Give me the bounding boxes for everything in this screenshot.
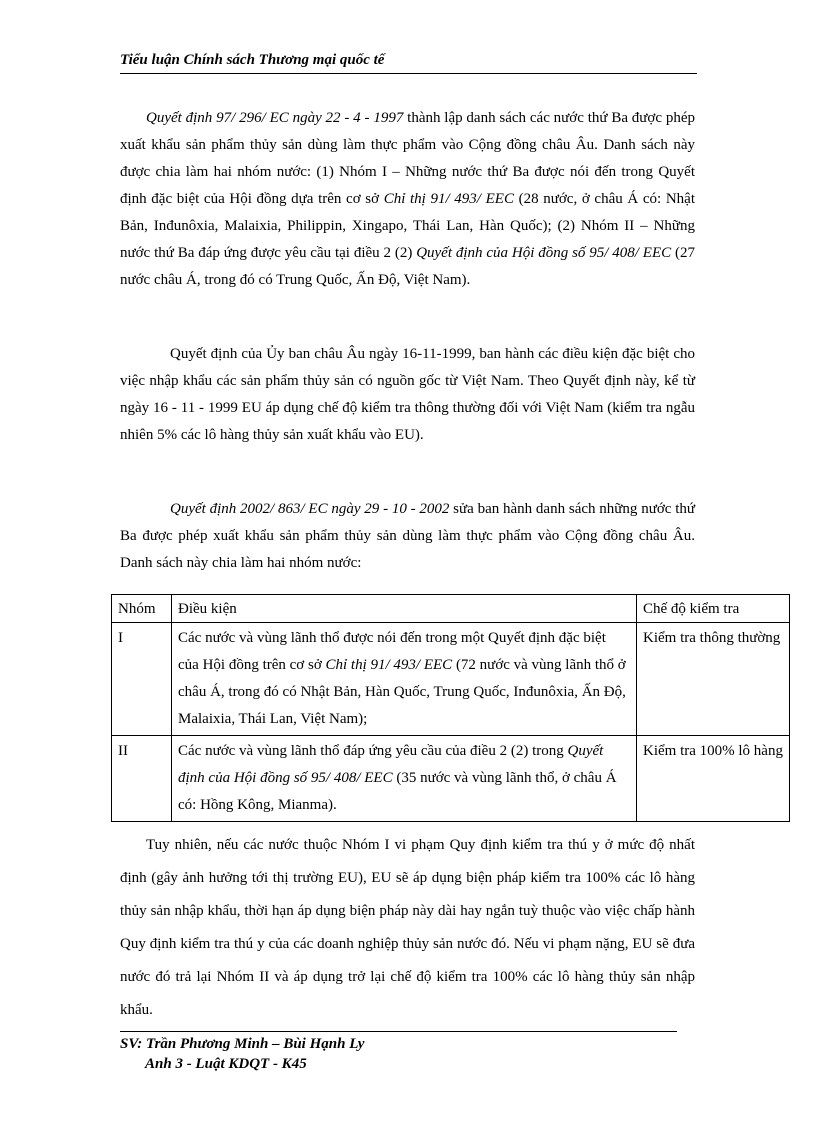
- header-condition: Điều kiện: [172, 595, 637, 623]
- header-group: Nhóm: [112, 595, 172, 623]
- directive-91-493-ref: Chỉ thị 91/ 493/ EEC: [383, 191, 514, 207]
- paragraph-1-text-c: (27 nước châu Á, trong đó có Trung Quốc, Ấn Độ, Việt Nam).: [120, 245, 695, 288]
- table-row: [112, 623, 790, 736]
- condition-cell: [172, 623, 637, 736]
- condition-ref: Chỉ thị 91/ 493/ EEC: [325, 657, 453, 673]
- decision-2002-863-ref: Quyết định 2002/ 863/ EC ngày 29 - 10 - 2002: [170, 501, 450, 517]
- group-cell: I: [112, 623, 172, 736]
- inspection-mode-cell: Kiểm tra 100% lô hàng: [637, 736, 790, 822]
- paragraph-3-text: sửa ban hành danh sách những nước thứ Ba được phép xuất khẩu sản phẩm thủy sản dùng làm thực phẩm vào Cộng đồng châu Âu. Danh sách này chia làm hai nhóm nước:: [120, 501, 695, 571]
- header-title: Tiểu luận Chính sách Thương mại quốc tế: [120, 52, 385, 68]
- paragraph-1-text-a: thành lập danh sách các nước thứ Ba được phép xuất khẩu sản phẩm thủy sản dùng làm thực phẩm vào Cộng đồng châu Âu. Danh sách này được chia làm hai nhóm nước: (1) Nhóm I – Những nước thứ Ba được nói đến trong Quyết định đặc biệt của Hội đồng dựa trên cơ sở: [120, 110, 695, 207]
- council-decision-95-408-ref: Quyết định của Hội đồng số 95/ 408/ EEC: [416, 245, 672, 261]
- condition-text-b: (35 nước và vùng lãnh thổ, ở châu Á có: Hồng Kông, Mianma).: [178, 770, 617, 813]
- country-groups-table: [111, 594, 790, 822]
- paragraph-1: [120, 105, 695, 294]
- table-row: [112, 736, 790, 822]
- paragraph-2: [120, 341, 695, 449]
- paragraph-4: [120, 829, 695, 1027]
- footer-authors: SV: Trần Phương Minh – Bùi Hạnh Ly: [120, 1036, 365, 1052]
- condition-text-a: Các nước và vùng lãnh thổ đáp ứng yêu cầu của điều 2 (2) trong: [178, 743, 568, 759]
- header-inspection-mode: Chế độ kiểm tra: [637, 595, 790, 623]
- decision-97-296-ref: Quyết định 97/ 296/ EC ngày 22 - 4 - 1997: [146, 110, 404, 126]
- footer-class-info: Anh 3 - Luật KDQT - K45: [145, 1056, 307, 1072]
- condition-text-a: Các nước và vùng lãnh thổ được nói đến trong một Quyết định đặc biệt của Hội đồng trên cơ sở: [178, 630, 606, 673]
- page-footer: [120, 1031, 677, 1072]
- paragraph-2-text: Quyết định của Ủy ban châu Âu ngày 16-11-1999, ban hành các điều kiện đặc biệt cho việc nhập khẩu các sản phẩm thủy sản có nguồn gốc từ Việt Nam. Theo Quyết định này, kể từ ngày 16 - 11 - 1999 EU áp dụng chế độ kiểm tra thông thường đối với Việt Nam (kiểm tra ngẫu nhiên 5% các lô hàng thủy sản xuất khẩu vào EU).: [120, 346, 695, 443]
- paragraph-3: [120, 496, 695, 577]
- inspection-mode-cell: Kiểm tra thông thường: [637, 623, 790, 736]
- condition-ref: Quyết định của Hội đồng số 95/ 408/ EEC: [178, 743, 604, 786]
- condition-text-b: (72 nước và vùng lãnh thổ ở châu Á, trong đó có Nhật Bản, Hàn Quốc, Trung Quốc, Inđunôxia, Ấn Độ, Malaixia, Thái Lan, Việt Nam);: [178, 657, 626, 727]
- group-cell: II: [112, 736, 172, 822]
- paragraph-4-text: Tuy nhiên, nếu các nước thuộc Nhóm I vi phạm Quy định kiểm tra thú y ở mức độ nhất định (gây ảnh hưởng tới thị trường EU), EU sẽ áp dụng biện pháp kiểm tra 100% các lô hàng thủy sản nhập khẩu, thời hạn áp dụng biện pháp này dài hay ngắn tuỳ thuộc vào việc chấp hành Quy định kiểm tra thú y của các doanh nghiệp thủy sản nước đó. Nếu vi phạm nặng, EU sẽ đưa nước đó trả lại Nhóm II và áp dụng trở lại chế độ kiểm tra 100% các lô hàng thủy sản nhập khẩu.: [120, 837, 695, 1018]
- table-header-row: [112, 595, 790, 623]
- condition-cell: [172, 736, 637, 822]
- page-header: [120, 49, 697, 74]
- paragraph-1-text-b: (28 nước, ở châu Á có: Nhật Bản, Inđunôxia, Malaixia, Philippin, Xingapo, Thái Lan, Hàn Quốc); (2) Nhóm II – Những nước thứ Ba đáp ứng được yêu cầu tại điều 2 (2): [120, 191, 695, 261]
